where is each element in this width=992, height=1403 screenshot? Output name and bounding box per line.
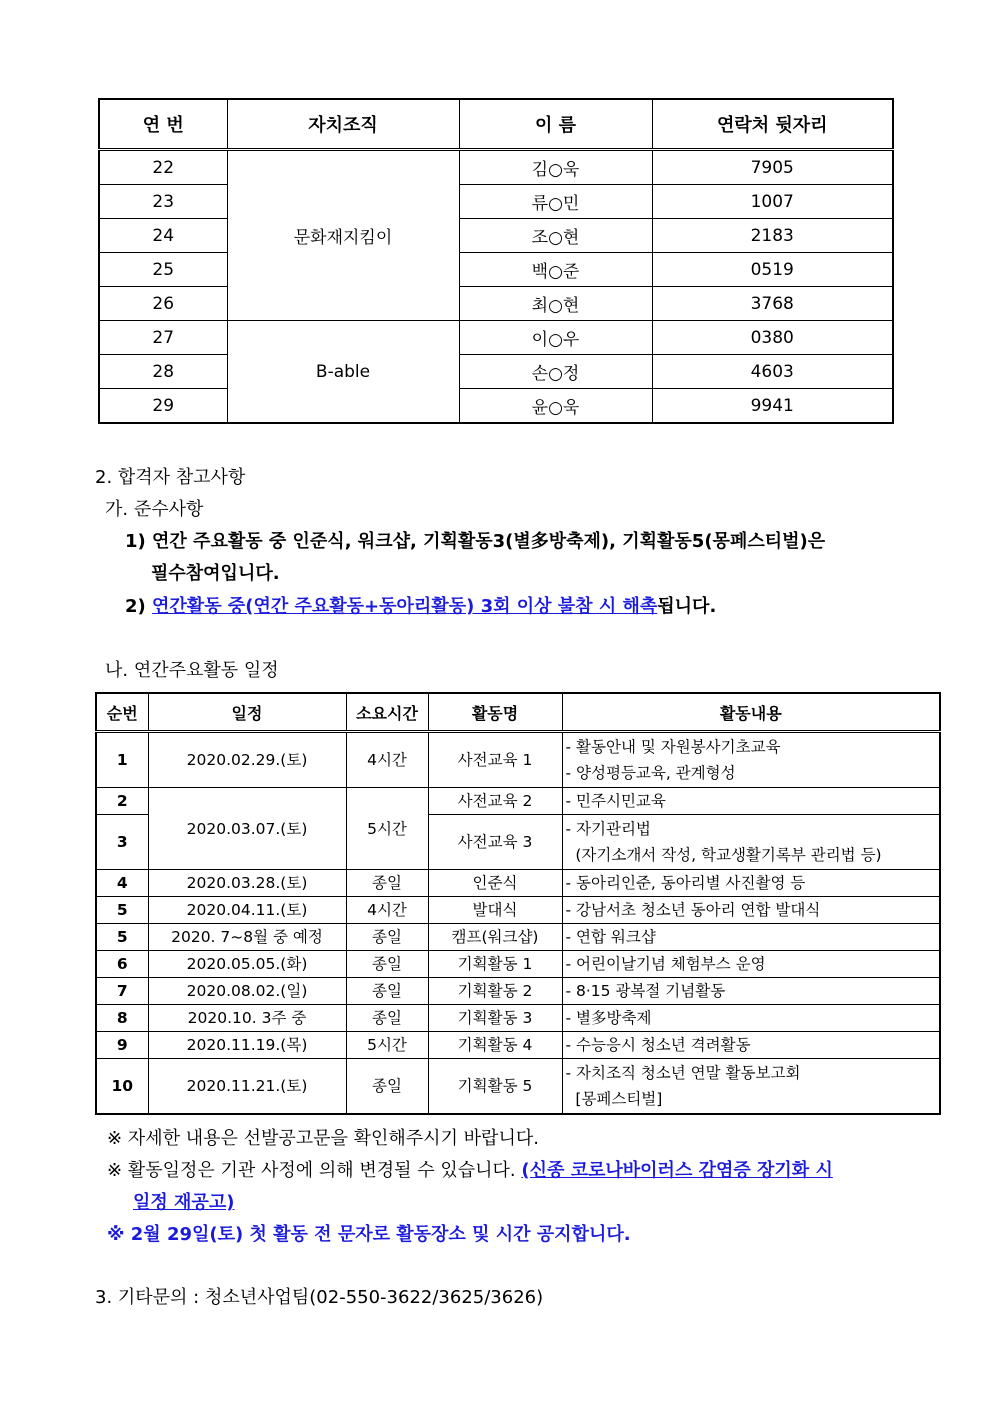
table-row xyxy=(99,321,893,355)
row-date: 2020.05.05.(화) xyxy=(148,951,346,978)
header-duration: 소요시간 xyxy=(346,693,428,732)
note-2-text: ※ 활동일정은 기관 사정에 의해 변경될 수 있습니다. xyxy=(107,1160,522,1181)
row-duration: 종일 xyxy=(346,1059,428,1115)
content-line: - 민주시민교육 xyxy=(565,792,666,810)
table-row xyxy=(96,1059,940,1115)
row-phone: 2183 xyxy=(652,219,893,253)
content-line: - 양성평등교육, 관계형성 xyxy=(565,764,736,782)
member-table xyxy=(98,98,894,424)
row-duration: 5시간 xyxy=(346,788,428,870)
row-content xyxy=(562,951,940,978)
row-name: 조○현 xyxy=(459,219,652,253)
subsection-ga: 가. 준수사항 xyxy=(105,499,204,520)
row-content xyxy=(562,978,940,1005)
row-content xyxy=(562,897,940,924)
row-no: 28 xyxy=(99,355,227,389)
row-content xyxy=(562,924,940,951)
content-line: - 동아리인준, 동아리별 사진촬영 등 xyxy=(565,874,806,892)
row-duration: 종일 xyxy=(346,924,428,951)
header-content: 활동내용 xyxy=(562,693,940,732)
table-row xyxy=(96,732,940,788)
rule-2-prefix: 2) xyxy=(125,596,153,617)
row-no: 6 xyxy=(96,951,148,978)
table-row xyxy=(99,389,893,424)
content-line: [몽페스티벌] xyxy=(565,1090,663,1108)
row-activity: 사전교육 2 xyxy=(428,788,562,815)
row-no: 22 xyxy=(99,150,227,185)
row-no: 26 xyxy=(99,287,227,321)
row-duration: 4시간 xyxy=(346,732,428,788)
content-line: (자기소개서 작성, 학교생활기록부 관리법 등) xyxy=(565,846,882,864)
note-2-emphasis-cont: 일정 재공고) xyxy=(133,1192,235,1213)
rule-1-line2: 필수참여입니다. xyxy=(151,563,280,584)
row-content xyxy=(562,1059,940,1115)
row-phone: 9941 xyxy=(652,389,893,424)
row-phone: 4603 xyxy=(652,355,893,389)
table-row xyxy=(96,951,940,978)
row-no: 3 xyxy=(96,815,148,870)
row-no: 5 xyxy=(96,924,148,951)
row-date: 2020.03.07.(토) xyxy=(148,788,346,870)
row-activity: 기획활동 4 xyxy=(428,1032,562,1059)
header-name: 이 름 xyxy=(459,99,652,150)
header-date: 일정 xyxy=(148,693,346,732)
row-name: 손○정 xyxy=(459,355,652,389)
subsection-na: 나. 연간주요활동 일정 xyxy=(105,660,279,681)
row-duration: 종일 xyxy=(346,978,428,1005)
content-line: - 자치조직 청소년 연말 활동보고회 xyxy=(565,1064,801,1082)
row-date: 2020.04.11.(토) xyxy=(148,897,346,924)
content-line: - 자기관리법 xyxy=(565,820,651,838)
row-duration: 종일 xyxy=(346,1005,428,1032)
table-row xyxy=(99,219,893,253)
rule-2 xyxy=(125,592,716,618)
row-content xyxy=(562,1032,940,1059)
row-no: 4 xyxy=(96,870,148,897)
row-phone: 0380 xyxy=(652,321,893,355)
table-row xyxy=(99,355,893,389)
row-name: 류○민 xyxy=(459,185,652,219)
table-row xyxy=(96,897,940,924)
header-seq: 순번 xyxy=(96,693,148,732)
row-activity: 기획활동 5 xyxy=(428,1059,562,1115)
contact-info: 3. 기타문의 : 청소년사업팀(02-550-3622/3625/3626) xyxy=(95,1287,544,1308)
note-3: ※ 2월 29일(토) 첫 활동 전 문자로 활동장소 및 시간 공지합니다. xyxy=(107,1224,631,1245)
table-row xyxy=(96,924,940,951)
section-2-title: 2. 합격자 참고사항 xyxy=(95,467,246,488)
row-activity: 기획활동 3 xyxy=(428,1005,562,1032)
row-no: 24 xyxy=(99,219,227,253)
row-content xyxy=(562,815,940,870)
row-no: 9 xyxy=(96,1032,148,1059)
row-activity: 사전교육 3 xyxy=(428,815,562,870)
row-no: 2 xyxy=(96,788,148,815)
row-activity: 인준식 xyxy=(428,870,562,897)
row-activity: 기획활동 2 xyxy=(428,978,562,1005)
row-no: 23 xyxy=(99,185,227,219)
row-date: 2020.03.28.(토) xyxy=(148,870,346,897)
row-date: 2020.10. 3주 중 xyxy=(148,1005,346,1032)
table-row xyxy=(99,150,893,185)
row-date: 2020.02.29.(토) xyxy=(148,732,346,788)
table-row xyxy=(96,978,940,1005)
org-cell: B-able xyxy=(227,321,459,424)
table-row xyxy=(99,253,893,287)
row-no: 7 xyxy=(96,978,148,1005)
row-phone: 1007 xyxy=(652,185,893,219)
row-name: 최○현 xyxy=(459,287,652,321)
row-name: 윤○욱 xyxy=(459,389,652,424)
row-activity: 캠프(워크샵) xyxy=(428,924,562,951)
row-no: 1 xyxy=(96,732,148,788)
row-content xyxy=(562,788,940,815)
content-line: - 어린이날기념 체험부스 운영 xyxy=(565,955,766,973)
row-date: 2020. 7~8월 중 예정 xyxy=(148,924,346,951)
row-no: 8 xyxy=(96,1005,148,1032)
rule-2-suffix: 됩니다. xyxy=(657,596,717,617)
rule-1-line1: 1) 연간 주요활동 중 인준식, 워크샵, 기획활동3(별多방축제), 기획활동5(몽페스티벌)은 xyxy=(125,531,826,552)
row-no: 25 xyxy=(99,253,227,287)
row-activity: 발대식 xyxy=(428,897,562,924)
row-content xyxy=(562,1005,940,1032)
content-line: - 8·15 광복절 기념활동 xyxy=(565,982,726,1000)
org-cell: 문화재지킴이 xyxy=(227,150,459,321)
content-line: - 수능응시 청소년 격려활동 xyxy=(565,1036,751,1054)
row-duration: 4시간 xyxy=(346,897,428,924)
content-line: - 활동안내 및 자원봉사기초교육 xyxy=(565,738,781,756)
row-no: 5 xyxy=(96,897,148,924)
table-row xyxy=(99,287,893,321)
table-header-row xyxy=(99,99,893,150)
row-no: 27 xyxy=(99,321,227,355)
row-activity: 기획활동 1 xyxy=(428,951,562,978)
row-name: 김○욱 xyxy=(459,150,652,185)
content-line: - 별多방축제 xyxy=(565,1009,652,1027)
row-duration: 종일 xyxy=(346,951,428,978)
header-activity: 활동명 xyxy=(428,693,562,732)
row-activity: 사전교육 1 xyxy=(428,732,562,788)
table-row xyxy=(96,788,940,815)
table-header-row xyxy=(96,693,940,732)
header-phone: 연락처 뒷자리 xyxy=(652,99,893,150)
row-duration: 5시간 xyxy=(346,1032,428,1059)
header-no: 연 번 xyxy=(99,99,227,150)
row-phone: 3768 xyxy=(652,287,893,321)
row-content xyxy=(562,732,940,788)
row-content xyxy=(562,870,940,897)
row-no: 29 xyxy=(99,389,227,424)
content-line: - 연합 워크샵 xyxy=(565,928,656,946)
row-no: 10 xyxy=(96,1059,148,1115)
rule-2-emphasis: 연간활동 중(연간 주요활동+동아리활동) 3회 이상 불참 시 해촉 xyxy=(152,596,658,617)
row-phone: 7905 xyxy=(652,150,893,185)
note-2 xyxy=(107,1156,833,1182)
note-2-emphasis: (신종 코로나바이러스 감염증 장기화 시 xyxy=(521,1160,833,1181)
row-name: 이○우 xyxy=(459,321,652,355)
header-org: 자치조직 xyxy=(227,99,459,150)
row-date: 2020.11.21.(토) xyxy=(148,1059,346,1115)
row-date: 2020.11.19.(목) xyxy=(148,1032,346,1059)
content-line: - 강남서초 청소년 동아리 연합 발대식 xyxy=(565,901,821,919)
schedule-table xyxy=(95,692,941,1115)
table-row xyxy=(96,1032,940,1059)
table-row xyxy=(96,1005,940,1032)
row-duration: 종일 xyxy=(346,870,428,897)
row-phone: 0519 xyxy=(652,253,893,287)
table-row xyxy=(96,870,940,897)
note-1: ※ 자세한 내용은 선발공고문을 확인해주시기 바랍니다. xyxy=(107,1128,539,1149)
row-date: 2020.08.02.(일) xyxy=(148,978,346,1005)
row-name: 백○준 xyxy=(459,253,652,287)
table-row xyxy=(99,185,893,219)
